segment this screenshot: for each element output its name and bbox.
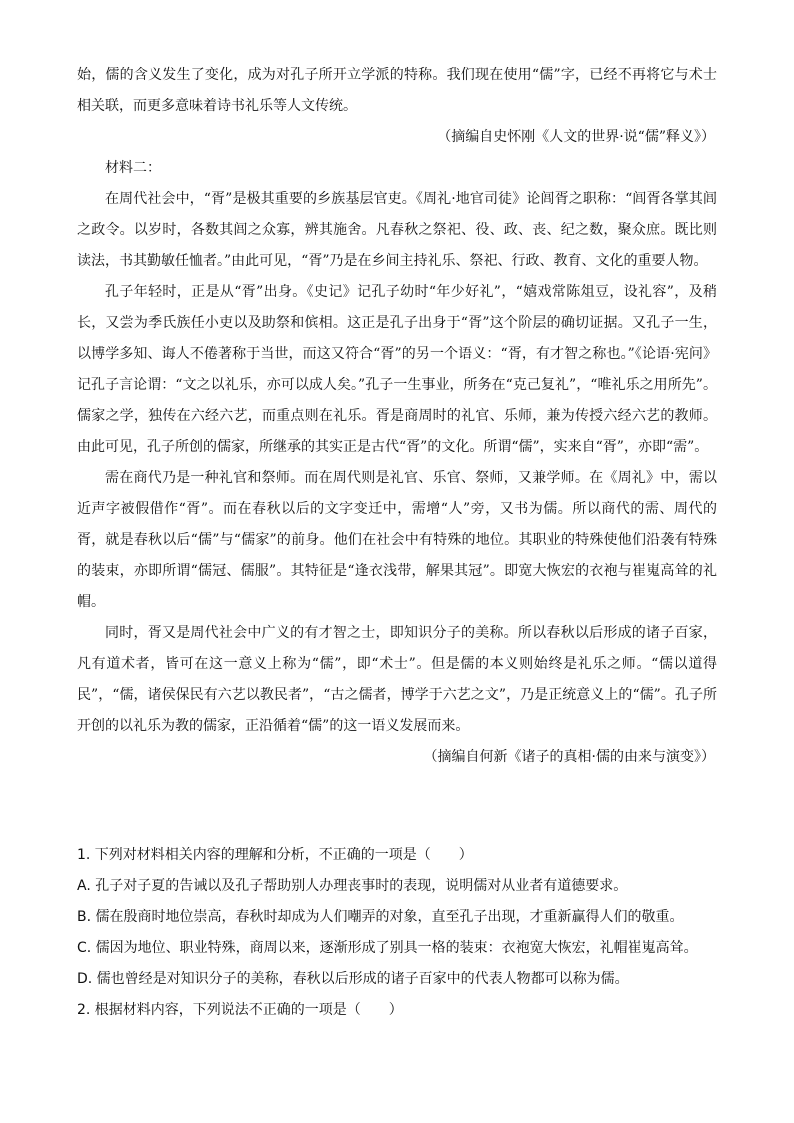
- passage-paragraph: 同时，胥又是周代社会中广义的有才智之士，即知识分子的美称。所以春秋以后形成的诸子百家，凡有道术者，皆可在这一意义上称为“儒”，即“术士”。但是儒的本义则始终是礼乐之师。“儒以道得民”，“儒，诸侯保民有六艺以教民者”，“古之儒者，博学于六艺之文”，乃是正统意义上的“儒”。孔子所开创的以礼乐为教的儒家，正沿循着“儒”的这一语义发展而来。: [77, 625, 717, 734]
- answer-option-d: D. 儒也曾经是对知识分子的美称，春秋以后形成的诸子百家中的代表人物都可以称为儒。: [77, 971, 629, 987]
- question-stem: 1. 下列对材料相关内容的理解和分析，不正确的一项是（ ）: [77, 847, 473, 863]
- passage-paragraph: 在周代社会中，“胥”是极其重要的乡族基层官吏。《周礼·地官司徒》论闾胥之职称：“闾胥各掌其闾之政令。以岁时，各数其闾之众寡，辨其施舍。凡春秋之祭祀、役、政、丧、纪之数，聚众庶。既比则读法，书其勤敏任恤者。”由此可见，“胥”乃是在乡间主持礼乐、祭祀、行政、教育、文化的重要人物。: [77, 191, 717, 269]
- source-citation: （摘编自史怀刚《人文的世界·说“儒”释义》）: [437, 129, 715, 145]
- passage-paragraph: 孔子年轻时，正是从“胥”出身。《史记》记孔子幼时“年少好礼”，“嬉戏常陈俎豆，设礼容”，及稍长，又尝为季氏族任小吏以及助祭和傧相。这正是孔子出身于“胥”这个阶层的确切证据。又孔子一生，以博学多知、诲人不倦著称于当世，而这又符合“胥”的另一个语义：“胥，有才智之称也。”《论语·宪问》记孔子言论谓：“文之以礼乐，亦可以成人矣。”孔子一生事业，所务在“克己复礼”，“唯礼乐之用所先”。儒家之学，独传在六经六艺，而重点则在礼乐。胥是商周时的礼官、乐师，兼为传授六经六艺的教师。由此可见，孔子所创的儒家，所继承的其实正是古代“胥”的文化。所谓“儒”，实来自“胥”，亦即“需”。: [77, 284, 717, 455]
- answer-option-c: C. 儒因为地位、职业特殊，商周以来，逐渐形成了别具一格的装束：衣袍宽大恢宏，礼帽崔嵬高耸。: [77, 940, 698, 956]
- answer-option-a: A. 孔子对子夏的告诫以及孔子帮助别人办理丧事时的表现，说明儒对从业者有道德要求。: [77, 878, 628, 894]
- question-stem: 2. 根据材料内容，下列说法不正确的一项是（ ）: [77, 1002, 403, 1018]
- passage-paragraph: 需在商代乃是一种礼官和祭师。而在周代则是礼官、乐官、祭师，又兼学师。在《周礼》中，需以近声字被假借作“胥”。而在春秋以后的文字变迁中，需增“人”旁，又书为儒。所以商代的需、周代的胥，就是春秋以后“儒”与“儒家”的前身。他们在社会中有特殊的地位。其职业的特殊使他们沿袭有特殊的装束，亦即所谓“儒冠、儒服”。其特征是“逢衣浅带，解果其冠”。即宽大恢宏的衣袍与崔嵬高耸的礼帽。: [77, 470, 717, 610]
- material-label: 材料二：: [105, 160, 161, 176]
- question-section: [77, 840, 727, 1026]
- reading-passage: [77, 60, 717, 773]
- passage-paragraph: 始，儒的含义发生了变化，成为对孔子所开立学派的特称。我们现在使用“儒”字，已经不再将它与术士相关联，而更多意味着诗书礼乐等人文传统。: [77, 67, 717, 114]
- source-citation: （摘编自何新《诸子的真相·儒的由来与演变》）: [423, 749, 715, 765]
- answer-option-b: B. 儒在殷商时地位崇高，春秋时却成为人们嘲弄的对象，直至孔子出现，才重新赢得人们的敬重。: [77, 909, 684, 925]
